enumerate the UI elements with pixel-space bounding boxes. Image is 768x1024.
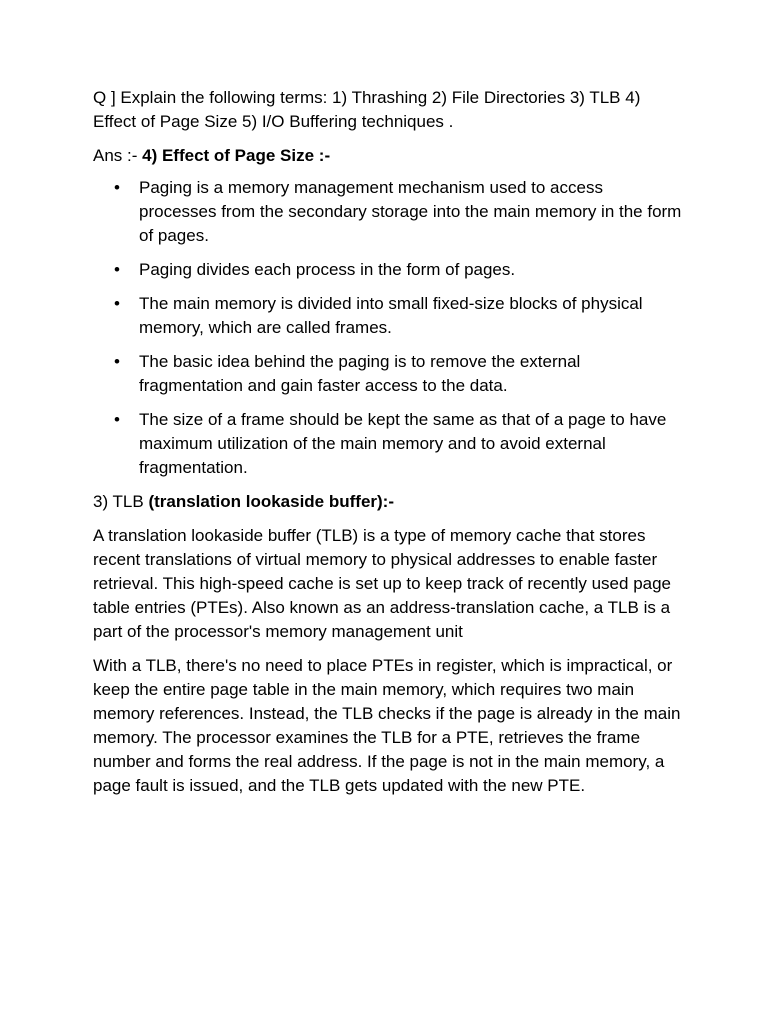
tlb-heading-line (93, 490, 683, 514)
bullet-icon: • (114, 410, 120, 429)
page-size-bullet-list (93, 176, 683, 480)
document-page (93, 86, 683, 808)
bullet-icon: • (114, 294, 120, 313)
list-item-text: Paging is a memory management mechanism used to access processes from the secondary storage into the main memory in the form of pages. (139, 178, 682, 245)
answer-prefix: Ans :- (93, 146, 143, 165)
list-item-text: The size of a frame should be kept the same as that of a page to have maximum utilization of the main memory and to avoid external fragmentation. (139, 410, 667, 477)
bullet-icon: • (114, 260, 120, 279)
answer-heading-line (93, 144, 683, 168)
question-text: Q ] Explain the following terms: 1) Thrashing 2) File Directories 3) TLB 4) Effect of Page Size 5) I/O Buffering techniques . (93, 88, 641, 131)
list-item-text: The main memory is divided into small fixed-size blocks of physical memory, which are called frames. (139, 294, 643, 337)
effect-of-page-size-heading: 4) Effect of Page Size :- (142, 146, 331, 165)
tlb-heading: (translation lookaside buffer):- (148, 492, 395, 511)
list-item (93, 408, 683, 480)
list-item (93, 176, 683, 248)
tlb-paragraph-2: With a TLB, there's no need to place PTEs in register, which is impractical, or keep the entire page table in the main memory, which requires two main memory references. Instead, the TLB checks if the page is already in the main memory. The processor examines the TLB for a PTE, retrieves the frame number and forms the real address. If the page is not in the main memory, a page fault is issued, and the TLB gets updated with the new PTE. (93, 656, 681, 795)
tlb-paragraph-1: A translation lookaside buffer (TLB) is a type of memory cache that stores recent translations of virtual memory to physical addresses to enable faster retrieval. This high-speed cache is set up to keep track of recently used page table entries (PTEs). Also known as an address-translation cache, a TLB is a part of the processor's memory management unit (93, 526, 672, 641)
list-item (93, 258, 683, 282)
list-item (93, 350, 683, 398)
list-item-text: Paging divides each process in the form of pages. (139, 260, 516, 279)
list-item (93, 292, 683, 340)
list-item-text: The basic idea behind the paging is to remove the external fragmentation and gain faster access to the data. (139, 352, 581, 395)
bullet-icon: • (114, 352, 120, 371)
bullet-icon: • (114, 178, 120, 197)
tlb-prefix: 3) TLB (93, 492, 149, 511)
